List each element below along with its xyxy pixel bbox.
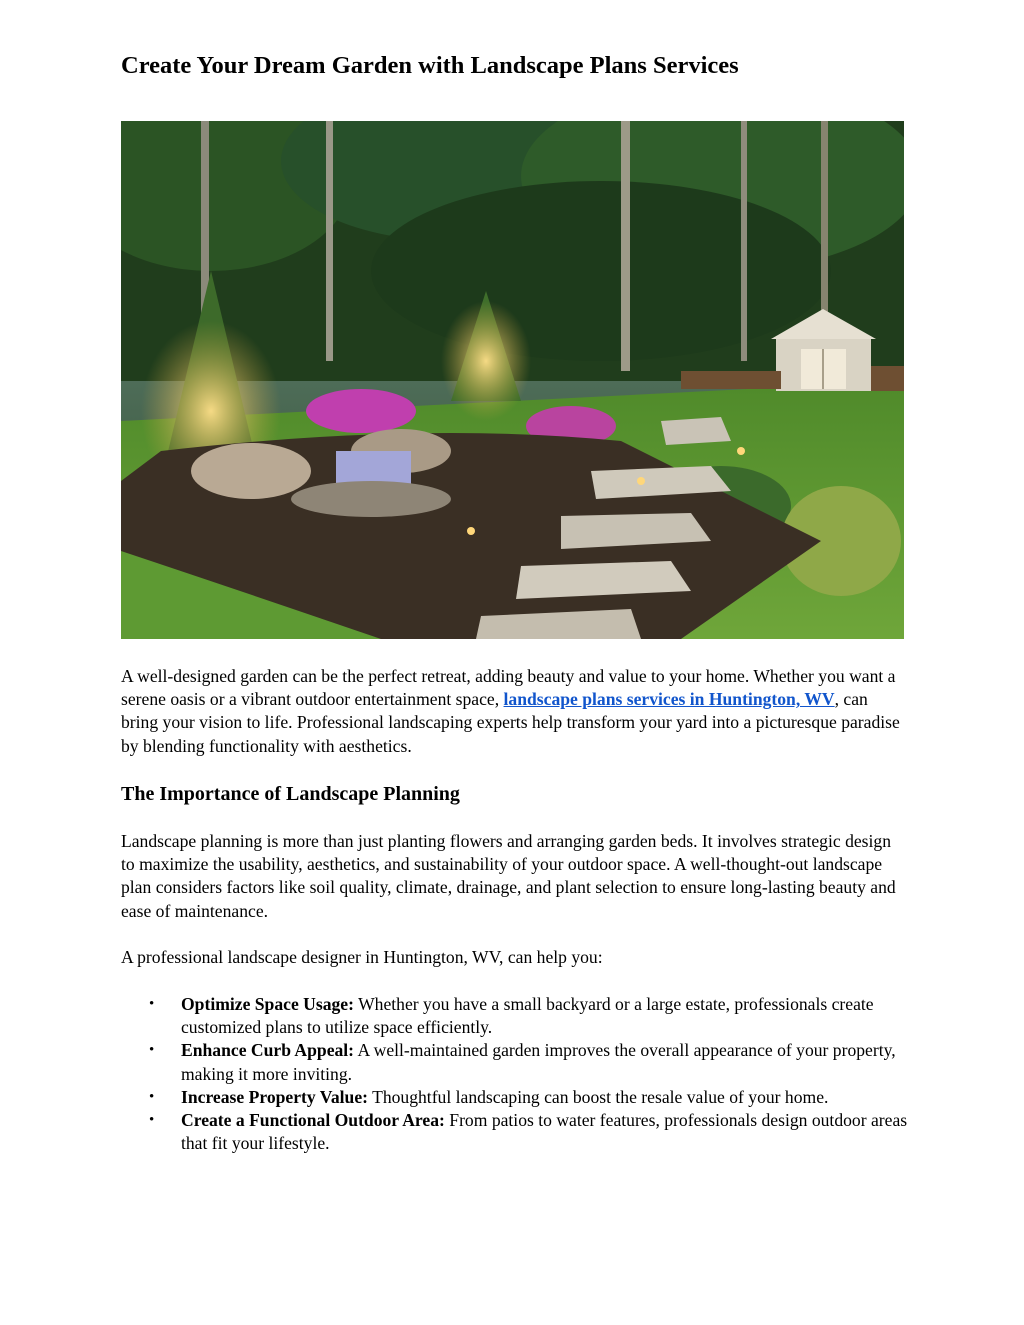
bullet-icon: •	[149, 1088, 155, 1105]
list-item-label: Optimize Space Usage:	[181, 994, 354, 1014]
benefits-list	[121, 993, 911, 1155]
lead-in-text: A professional landscape designer in Huntington, WV, can help you:	[121, 947, 603, 967]
list-item-label: Enhance Curb Appeal:	[181, 1040, 355, 1061]
intro-paragraph	[121, 665, 906, 758]
section-paragraph	[121, 830, 906, 923]
list-item	[121, 1039, 911, 1085]
list-item-text: A well-maintained garden improves the overall appearance of your property, making it more inviting.	[181, 1040, 896, 1084]
page-title: Create Your Dream Garden with Landscape Plans Services	[121, 52, 739, 79]
bullet-icon: •	[149, 1042, 155, 1059]
list-item	[121, 1109, 911, 1155]
list-item-label: Create a Functional Outdoor Area:	[181, 1110, 445, 1131]
intro-text-start: A well-designed garden can be the perfect retreat, adding beauty and value to your home. Whether you want a serene oasis or a vibrant outdoor entertainment space,	[121, 666, 896, 710]
intro-text-end: , can bring your vision to life. Professional landscaping experts help transform your yard into a picturesque paradise by blending functionality with aesthetics.	[121, 689, 900, 756]
bullet-icon: •	[149, 996, 155, 1012]
lead-in-paragraph	[121, 946, 906, 969]
landscape-plans-link[interactable]: landscape plans services in Huntington, WV	[503, 689, 835, 710]
list-item	[121, 1086, 911, 1109]
bullet-icon: •	[149, 1112, 155, 1129]
list-item-label: Increase Property Value:	[181, 1086, 368, 1107]
section-paragraph-text: Landscape planning is more than just planting flowers and arranging garden beds. It involves strategic design to maximize the usability, aesthetics, and sustainability of your outdoor space. A well-thought-out landscape plan considers factors like soil quality, climate, drainage, and plant selection to ensure long-lasting beauty and ease of maintenance.	[121, 831, 896, 921]
section-heading: The Importance of Landscape Planning	[121, 783, 460, 805]
list-item-text: Thoughtful landscaping can boost the resale value of your home.	[368, 1086, 829, 1107]
list-item-text: Whether you have a small backyard or a large estate, professionals create customized plans to utilize space efficiently.	[181, 994, 874, 1038]
list-item	[121, 993, 911, 1039]
garden-photo	[121, 121, 904, 639]
list-item-text: From patios to water features, professionals design outdoor areas that fit your lifestyle.	[181, 1110, 908, 1154]
